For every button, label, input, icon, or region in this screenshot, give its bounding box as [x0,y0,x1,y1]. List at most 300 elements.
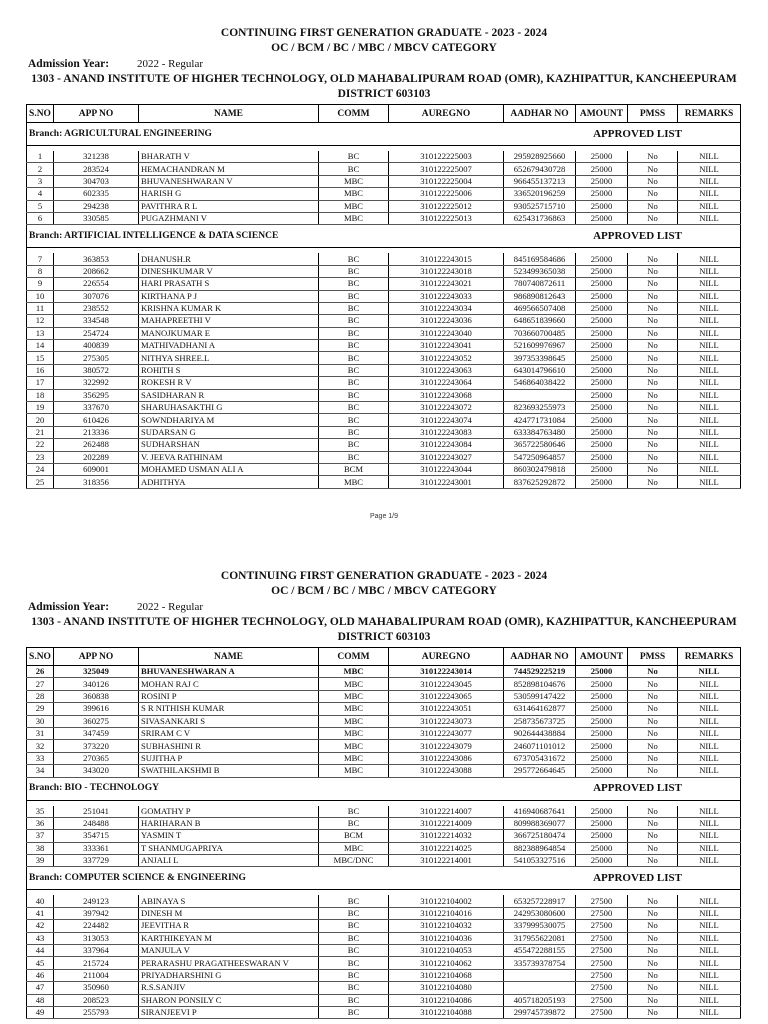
cell-remarks: NILL [678,290,741,302]
cell-pmss: No [628,200,678,212]
cell-auregno: 310122104032 [389,920,504,932]
cell-sno: 39 [27,855,54,867]
cell-app-no: 337964 [54,945,139,957]
approved-list-label: APPROVED LIST [593,782,682,795]
cell-pmss: No [628,982,678,994]
cell-comm: MBC [319,212,389,224]
cell-name: SUDHARSHAN [139,439,319,451]
cell-amount: 25000 [576,806,628,818]
table-row [27,855,741,867]
cell-pmss: No [628,855,678,867]
table-row [27,315,741,327]
cell-remarks: NILL [678,253,741,265]
table-row [27,253,741,265]
cell-remarks: NILL [678,994,741,1006]
cell-remarks: NILL [678,982,741,994]
cell-app-no: 337729 [54,855,139,867]
cell-auregno: 310122104088 [389,1006,504,1018]
cell-amount: 25000 [576,389,628,401]
document-subtitle: OC / BCM / BC / MBC / MBCV CATEGORY [271,585,497,597]
cell-comm: MBC [319,175,389,187]
cell-amount: 27500 [576,994,628,1006]
cell-comm: BC [319,151,389,163]
cell-sno: 43 [27,932,54,944]
document-subtitle: OC / BCM / BC / MBC / MBCV CATEGORY [271,42,497,54]
cell-pmss: No [628,402,678,414]
cell-auregno: 310122243088 [389,765,504,777]
cell-amount: 27500 [576,920,628,932]
cell-sno: 18 [27,389,54,401]
branch-name: ARTIFICIAL INTELLIGENCE & DATA SCIENCE [64,230,279,241]
cell-name: SUJITHA P [139,752,319,764]
cell-sno: 47 [27,982,54,994]
cell-auregno: 310122214001 [389,855,504,867]
col-app-no-header: APP NO [54,648,139,666]
cell-app-no: 270365 [54,752,139,764]
cell-app-no: 602335 [54,188,139,200]
cell-app-no: 255793 [54,1006,139,1018]
cell-auregno: 310122104062 [389,957,504,969]
cell-comm: BC [319,352,389,364]
cell-sno: 26 [27,666,54,678]
cell-app-no: 380572 [54,364,139,376]
cell-sno: 5 [27,200,54,212]
cell-aadhar-no: 631464162877 [504,703,576,715]
cell-sno: 30 [27,715,54,727]
cell-sno: 12 [27,315,54,327]
cell-remarks: NILL [678,327,741,339]
cell-aadhar-no: 295772664645 [504,765,576,777]
cell-aadhar-no: 547250964857 [504,451,576,463]
cell-amount: 25000 [576,402,628,414]
cell-app-no: 360275 [54,715,139,727]
approved-list-label: APPROVED LIST [593,871,682,884]
col-sno-header: S.NO [27,105,54,123]
cell-app-no: 248488 [54,817,139,829]
cell-name: KARTHIKEYAN M [139,932,319,944]
cell-name: HARISH G [139,188,319,200]
cell-pmss: No [628,806,678,818]
cell-comm: BC [319,982,389,994]
cell-app-no: 322992 [54,377,139,389]
cell-amount: 25000 [576,855,628,867]
page-number: Page 1/9 [369,513,399,520]
cell-aadhar-no: 246071101012 [504,740,576,752]
cell-name: JEEVITHA R [139,920,319,932]
cell-pmss: No [628,752,678,764]
cell-aadhar-no: 299745739872 [504,1006,576,1018]
branch-name: COMPUTER SCIENCE & ENGINEERING [64,872,246,883]
table-row [27,327,741,339]
cell-app-no: 373220 [54,740,139,752]
cell-amount: 25000 [576,476,628,488]
cell-auregno: 310122225003 [389,151,504,163]
cell-auregno: 310122243052 [389,352,504,364]
cell-auregno: 310122243083 [389,426,504,438]
cell-name: KIRTHANA P J [139,290,319,302]
cell-pmss: No [628,302,678,314]
cell-comm: MBC [319,842,389,854]
cell-sno: 49 [27,1006,54,1018]
cell-amount: 25000 [576,666,628,678]
branch-name: AGRICULTURAL ENGINEERING [64,128,212,139]
cell-sno: 1 [27,151,54,163]
table-row [27,920,741,932]
table-row [27,200,741,212]
cell-sno: 14 [27,340,54,352]
cell-sno: 37 [27,830,54,842]
cell-comm: BC [319,451,389,463]
table-row [27,439,741,451]
cell-amount: 25000 [576,253,628,265]
cell-comm: BC [319,402,389,414]
cell-aadhar-no: 405718205193 [504,994,576,1006]
cell-name: SOWNDHARIYA M [139,414,319,426]
table-row [27,212,741,224]
col-name-header: NAME [139,105,319,123]
cell-amount: 25000 [576,451,628,463]
cell-sno: 24 [27,463,54,475]
cell-comm: BC [319,340,389,352]
cell-aadhar-no [504,969,576,981]
col-comm-header: COMM [319,105,389,123]
cell-aadhar-no: 882388964854 [504,842,576,854]
col-name-header: NAME [139,648,319,666]
cell-app-no: 397942 [54,907,139,919]
cell-aadhar-no: 523499365038 [504,265,576,277]
approved-list-label: APPROVED LIST [593,127,682,140]
cell-aadhar-no: 366725180474 [504,830,576,842]
cell-remarks: NILL [678,727,741,739]
cell-comm: BC [319,817,389,829]
cell-pmss: No [628,364,678,376]
cell-aadhar-no: 546864038422 [504,377,576,389]
table-header [27,105,741,123]
cell-name: ANJALI L [139,855,319,867]
cell-name: DINESH M [139,907,319,919]
cell-aadhar-no: 930525715710 [504,200,576,212]
cell-auregno: 310122243033 [389,290,504,302]
cell-amount: 25000 [576,151,628,163]
cell-sno: 41 [27,907,54,919]
table-row [27,389,741,401]
cell-pmss: No [628,377,678,389]
cell-comm: BC [319,377,389,389]
document-page-2 [0,543,768,1024]
cell-sno: 35 [27,806,54,818]
cell-aadhar-no: 258735673725 [504,715,576,727]
cell-pmss: No [628,439,678,451]
cell-auregno: 310122225013 [389,212,504,224]
institute-district: DISTRICT 603103 [337,631,431,643]
cell-comm: BC [319,945,389,957]
table-row [27,175,741,187]
cell-comm: BCM [319,830,389,842]
cell-amount: 25000 [576,175,628,187]
cell-comm: BC [319,163,389,175]
cell-pmss: No [628,920,678,932]
cell-aadhar-no: 673705431672 [504,752,576,764]
cell-amount: 25000 [576,377,628,389]
cell-pmss: No [628,414,678,426]
table-row [27,994,741,1006]
cell-sno: 44 [27,945,54,957]
cell-sno: 48 [27,994,54,1006]
cell-name: MOHAN RAJ C [139,678,319,690]
beneficiary-table [26,647,741,1019]
cell-remarks: NILL [678,212,741,224]
cell-pmss: No [628,740,678,752]
cell-name: SWATHILAKSHMI B [139,765,319,777]
cell-sno: 22 [27,439,54,451]
cell-app-no: 294238 [54,200,139,212]
cell-app-no: 262488 [54,439,139,451]
col-remarks-header: REMARKS [678,105,741,123]
cell-remarks: NILL [678,364,741,376]
table-row [27,265,741,277]
cell-auregno: 310122243015 [389,253,504,265]
table-row [27,414,741,426]
cell-name: YASMIN T [139,830,319,842]
cell-auregno: 310122225006 [389,188,504,200]
cell-auregno: 310122214032 [389,830,504,842]
cell-name: PRIYADHARSHINI G [139,969,319,981]
table-row [27,895,741,907]
admission-year-value: 2022 - Regular [137,601,203,613]
cell-auregno: 310122214009 [389,817,504,829]
cell-amount: 25000 [576,830,628,842]
cell-sno: 36 [27,817,54,829]
cell-comm: MBC [319,740,389,752]
cell-aadhar-no: 416940687641 [504,806,576,818]
cell-app-no: 251041 [54,806,139,818]
cell-app-no: 333361 [54,842,139,854]
cell-app-no: 208523 [54,994,139,1006]
cell-remarks: NILL [678,690,741,702]
table-row [27,278,741,290]
table-row [27,945,741,957]
cell-amount: 25000 [576,163,628,175]
cell-name: SUDARSAN G [139,426,319,438]
cell-auregno: 310122104080 [389,982,504,994]
cell-amount: 25000 [576,463,628,475]
cell-app-no: 224482 [54,920,139,932]
col-auregno-header: AUREGNO [389,105,504,123]
cell-name: NITHYA SHREE.L [139,352,319,364]
cell-name: SRIRAM C V [139,727,319,739]
cell-aadhar-no: 823693255973 [504,402,576,414]
table-row [27,188,741,200]
cell-app-no: 213336 [54,426,139,438]
cell-auregno: 310122243001 [389,476,504,488]
cell-auregno: 310122104016 [389,907,504,919]
cell-amount: 25000 [576,727,628,739]
cell-pmss: No [628,1006,678,1018]
table-row [27,842,741,854]
cell-comm: BC [319,957,389,969]
cell-sno: 17 [27,377,54,389]
table-row [27,402,741,414]
cell-remarks: NILL [678,389,741,401]
cell-amount: 25000 [576,290,628,302]
cell-remarks: NILL [678,830,741,842]
cell-comm: MBC [319,690,389,702]
cell-amount: 25000 [576,842,628,854]
cell-aadhar-no: 295928925660 [504,151,576,163]
cell-app-no: 356295 [54,389,139,401]
cell-comm: BC [319,895,389,907]
table-row [27,932,741,944]
cell-sno: 32 [27,740,54,752]
cell-amount: 25000 [576,740,628,752]
cell-aadhar-no: 336520196259 [504,188,576,200]
col-aadhar-no-header: AADHAR NO [504,648,576,666]
cell-aadhar-no: 703660700485 [504,327,576,339]
cell-app-no: 609001 [54,463,139,475]
institute-name: 1303 - ANAND INSTITUTE OF HIGHER TECHNOLOGY, OLD MAHABALIPURAM ROAD (OMR), KAZHIPATTUR, KANCHEEPURAM [31,73,737,85]
table-row [27,765,741,777]
cell-amount: 25000 [576,352,628,364]
table-row [27,290,741,302]
cell-sno: 23 [27,451,54,463]
cell-remarks: NILL [678,175,741,187]
cell-name: BHUVANESHWARAN V [139,175,319,187]
cell-sno: 10 [27,290,54,302]
table-row [27,476,741,488]
cell-pmss: No [628,830,678,842]
cell-name: ABINAYA S [139,895,319,907]
cell-auregno: 310122243064 [389,377,504,389]
cell-remarks: NILL [678,920,741,932]
branch-header-row [27,777,741,800]
cell-aadhar-no: 652679430728 [504,163,576,175]
cell-remarks: NILL [678,765,741,777]
document-title: CONTINUING FIRST GENERATION GRADUATE - 2023 - 2024 [220,570,548,582]
cell-name: HEMACHANDRAN M [139,163,319,175]
cell-pmss: No [628,703,678,715]
cell-amount: 27500 [576,945,628,957]
cell-comm: BC [319,253,389,265]
cell-name: HARIHARAN B [139,817,319,829]
table-row [27,690,741,702]
cell-aadhar-no: 845169584686 [504,253,576,265]
cell-name: PUGAZHMANI V [139,212,319,224]
cell-remarks: NILL [678,855,741,867]
cell-remarks: NILL [678,678,741,690]
cell-amount: 25000 [576,426,628,438]
cell-comm: MBC [319,666,389,678]
cell-pmss: No [628,678,678,690]
cell-aadhar-no: 242953080600 [504,907,576,919]
cell-amount: 27500 [576,1006,628,1018]
cell-aadhar-no: 521609976967 [504,340,576,352]
table-row [27,302,741,314]
cell-comm: BC [319,290,389,302]
page-header [0,543,768,1018]
cell-app-no: 360838 [54,690,139,702]
cell-auregno: 310122243014 [389,666,504,678]
admission-year-label: Admission Year: [28,601,110,613]
cell-app-no: 399616 [54,703,139,715]
cell-app-no: 318356 [54,476,139,488]
cell-sno: 28 [27,690,54,702]
cell-comm: BC [319,907,389,919]
cell-remarks: NILL [678,377,741,389]
cell-pmss: No [628,994,678,1006]
table-row [27,678,741,690]
cell-comm: MBC/DNC [319,855,389,867]
table-row [27,830,741,842]
cell-aadhar-no: 860302479818 [504,463,576,475]
cell-comm: MBC [319,703,389,715]
cell-auregno: 310122225004 [389,175,504,187]
cell-app-no: 363853 [54,253,139,265]
cell-sno: 16 [27,364,54,376]
cell-app-no: 304703 [54,175,139,187]
cell-app-no: 610426 [54,414,139,426]
cell-app-no: 307076 [54,290,139,302]
table-row [27,666,741,678]
cell-sno: 19 [27,402,54,414]
branch-label: Branch: [29,128,65,139]
cell-app-no: 249123 [54,895,139,907]
cell-pmss: No [628,278,678,290]
cell-auregno: 310122104053 [389,945,504,957]
cell-pmss: No [628,969,678,981]
cell-name: ROKESH R V [139,377,319,389]
cell-aadhar-no: 335739378754 [504,957,576,969]
table-row [27,740,741,752]
cell-name: V. JEEVA RATHINAM [139,451,319,463]
col-aadhar-no-header: AADHAR NO [504,105,576,123]
cell-name: SASIDHARAN R [139,389,319,401]
cell-comm: MBC [319,752,389,764]
cell-aadhar-no [504,982,576,994]
cell-remarks: NILL [678,302,741,314]
cell-aadhar-no: 986890812643 [504,290,576,302]
cell-amount: 27500 [576,957,628,969]
cell-name: MANOJKUMAR E [139,327,319,339]
cell-aadhar-no: 541053327516 [504,855,576,867]
cell-pmss: No [628,389,678,401]
cell-auregno: 310122243086 [389,752,504,764]
cell-remarks: NILL [678,1006,741,1018]
cell-amount: 25000 [576,200,628,212]
cell-comm: BC [319,994,389,1006]
cell-remarks: NILL [678,340,741,352]
cell-amount: 27500 [576,895,628,907]
cell-app-no: 343020 [54,765,139,777]
cell-sno: 38 [27,842,54,854]
cell-auregno: 310122243079 [389,740,504,752]
cell-sno: 3 [27,175,54,187]
cell-amount: 25000 [576,715,628,727]
cell-pmss: No [628,932,678,944]
cell-aadhar-no: 530599147422 [504,690,576,702]
cell-comm: BC [319,302,389,314]
cell-amount: 25000 [576,278,628,290]
cell-sno: 20 [27,414,54,426]
cell-auregno: 310122243063 [389,364,504,376]
institute-name: 1303 - ANAND INSTITUTE OF HIGHER TECHNOLOGY, OLD MAHABALIPURAM ROAD (OMR), KAZHIPATTUR, KANCHEEPURAM [31,616,737,628]
cell-pmss: No [628,340,678,352]
cell-remarks: NILL [678,402,741,414]
cell-aadhar-no: 837625292872 [504,476,576,488]
cell-remarks: NILL [678,817,741,829]
cell-name: SUBHASHINI R [139,740,319,752]
cell-name: BHARATH V [139,151,319,163]
cell-auregno: 310122243021 [389,278,504,290]
